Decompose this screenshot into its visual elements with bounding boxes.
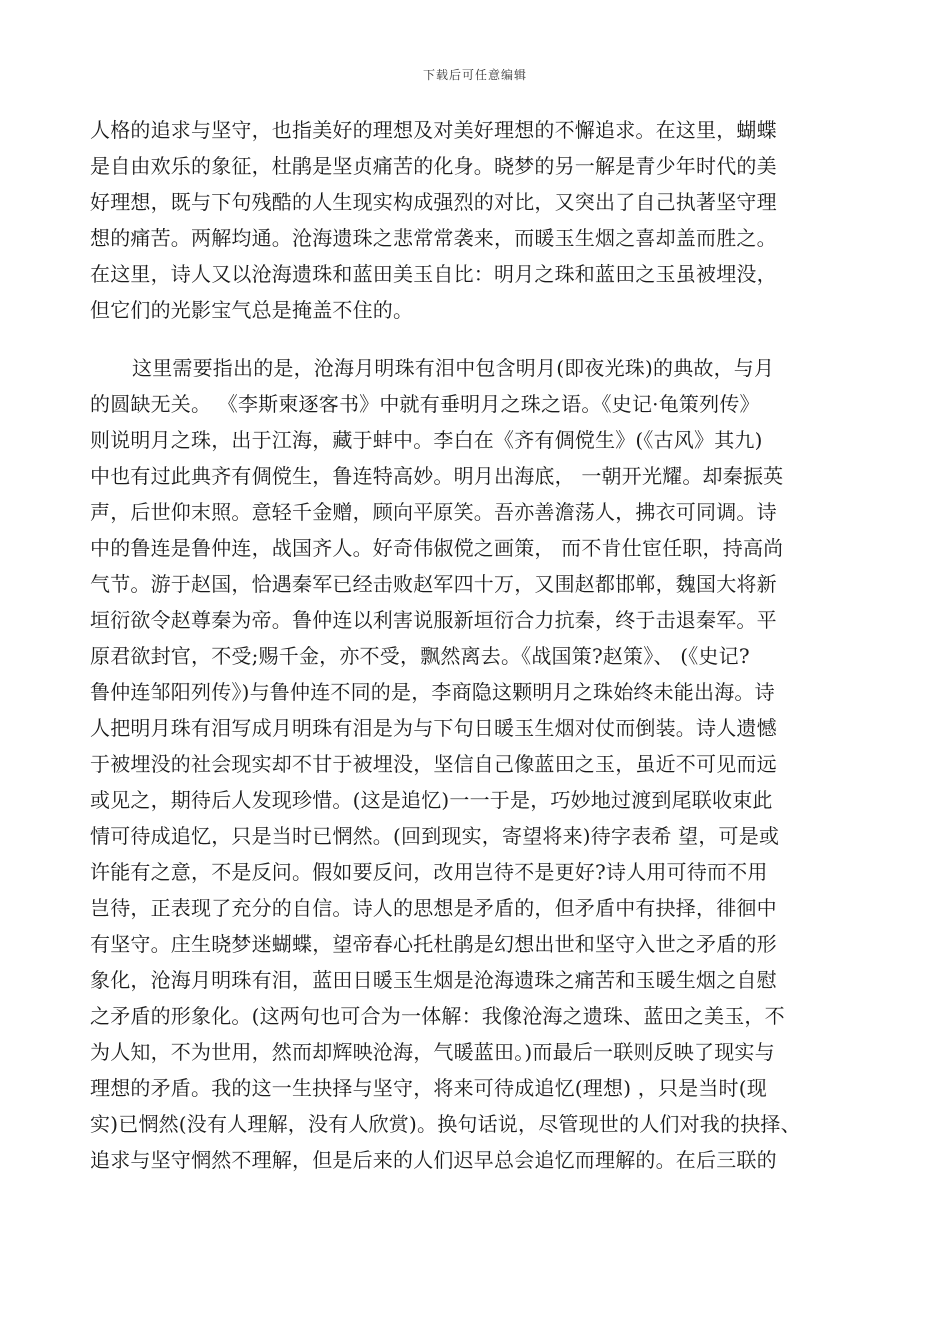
text-line: 好理想，既与下句残酷的人生现实构成强烈的对比，又突出了自己执著坚守理 [90,190,777,214]
text-line: 象化，沧海月明珠有泪，蓝田日暖玉生烟是沧海遗珠之痛苦和玉暖生烟之自慰 [90,968,777,992]
text-line: 但它们的光影宝气总是掩盖不住的。 [90,298,414,322]
paragraph-1 [90,112,870,328]
text-line: 人格的追求与坚守，也指美好的理想及对美好理想的不懈追求。在这里，蝴蝶 [90,118,777,142]
text-line: 追求与坚守惘然不理解，但是后来的人们迟早总会追忆而理解的。在后三联的 [90,1148,777,1172]
text-line: 则说明月之珠，出于江海，藏于蚌中。李白在《齐有倜傥生》(《古风》其九) [90,428,763,452]
text-line: 声，后世仰末照。意轻千金赠，顾向平原笑。吾亦善澹荡人，拂衣可同调。诗 [90,500,777,524]
text-line: 为人知，不为世用，然而却辉映沧海，气暖蓝田。)而最后一联则反映了现实与 [90,1040,775,1064]
body-text [90,112,870,1178]
paragraph-2 [90,350,870,1178]
text-line: 人把明月珠有泪写成月明珠有泪是为与下句日暖玉生烟对仗而倒装。诗人遗憾 [90,716,777,740]
paragraph-gap [90,328,870,350]
text-line: 中也有过此典齐有倜傥生，鲁连特高妙。明月出海底， 一朝开光耀。却秦振英 [90,464,784,488]
text-line: 或见之，期待后人发现珍惜。(这是追忆)一一于是，巧妙地过渡到尾联收束此 [90,788,773,812]
text-line: 是自由欢乐的象征，杜鹃是坚贞痛苦的化身。晓梦的另一解是青少年时代的美 [90,154,777,178]
page-header-note: 下载后可任意编辑 [422,68,527,82]
text-line: 鲁仲连邹阳列传》)与鲁仲连不同的是，李商隐这颗明月之珠始终未能出海。诗 [90,680,775,704]
text-line: 在这里，诗人又以沧海遗珠和蓝田美玉自比：明月之珠和蓝田之玉虽被埋没， [90,262,777,286]
text-line: 这里需要指出的是，沧海月明珠有泪中包含明月(即夜光珠)的典故，与月 [132,356,775,380]
text-line: 原君欲封官，不受;赐千金，亦不受，飘然离去。《战国策?赵策》、 (《史记? [90,644,750,668]
text-line: 许能有之意，不是反问。假如要反问，改用岂待不是更好?诗人用可待而不用 [90,860,768,884]
text-line: 想的痛苦。两解均通。沧海遗珠之悲常常袭来，而暖玉生烟之喜却盖而胜之。 [90,226,777,250]
text-line: 于被埋没的社会现实却不甘于被埋没，坚信自己像蓝田之玉，虽近不可见而远 [90,752,777,776]
text-line: 有坚守。庄生晓梦迷蝴蝶，望帝春心托杜鹃是幻想出世和坚守入世之矛盾的形 [90,932,777,956]
text-line: 垣衍欲令赵尊秦为帝。鲁仲连以利害说服新垣衍合力抗秦，终于击退秦军。平 [90,608,777,632]
text-line: 的圆缺无关。 《李斯柬逐客书》中就有垂明月之珠之语。《史记·龟策列传》 [90,392,760,416]
text-line: 岂待，正表现了充分的自信。诗人的思想是矛盾的，但矛盾中有抉择，徘徊中 [90,896,777,920]
text-line: 气节。游于赵国，恰遇秦军已经击败赵军四十万，又围赵都邯郸，魏国大将新 [90,572,777,596]
text-line: 理想的矛盾。我的这一生抉择与坚守，将来可待成追忆(理想) ，只是当时(现 [90,1076,767,1100]
text-line: 之矛盾的形象化。(这两句也可合为一体解：我像沧海之遗珠、蓝田之美玉，不 [90,1004,785,1028]
text-line: 中的鲁连是鲁仲连，战国齐人。好奇伟俶傥之画策， 而不肯仕宦任职，持高尚 [90,536,784,560]
text-line: 情可待成追忆，只是当时已惘然。(回到现实，寄望将来)待字表希 望，可是或 [90,824,780,848]
text-line: 实)已惘然(没有人理解，没有人欣赏)。换句话说，尽管现世的人们对我的抉择、 [90,1112,801,1136]
